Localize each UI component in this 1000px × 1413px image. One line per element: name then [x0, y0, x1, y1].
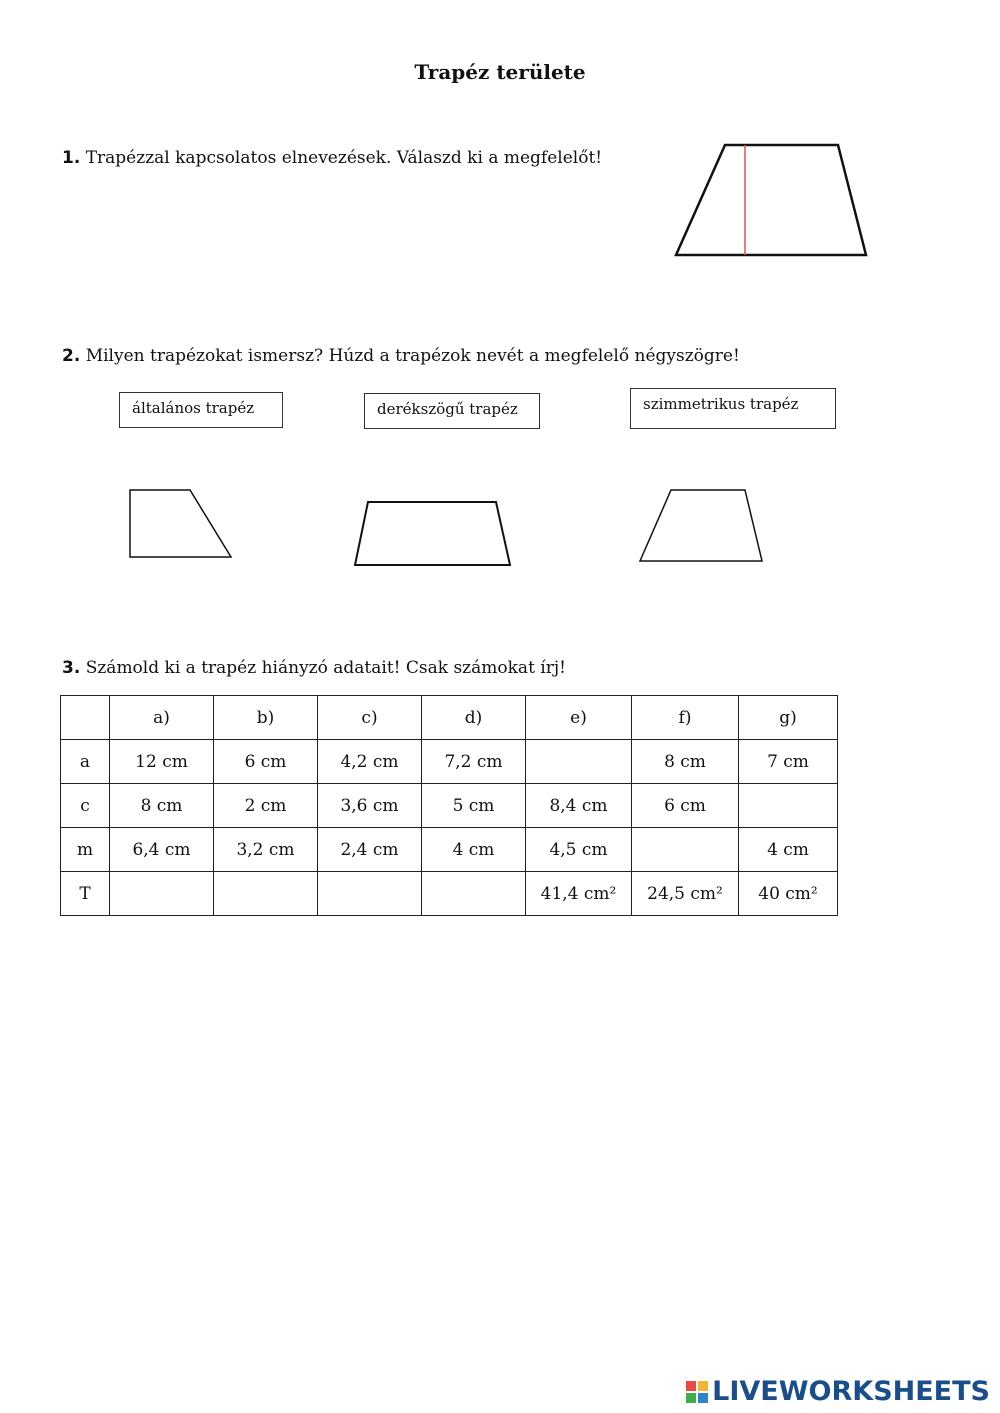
answer-cell[interactable] — [318, 872, 422, 916]
header-cell: c) — [318, 696, 422, 740]
task-2-instruction — [62, 346, 740, 366]
table-cell: 6 cm — [214, 740, 318, 784]
table-cell: 12 cm — [110, 740, 214, 784]
table-cell: 7 cm — [739, 740, 838, 784]
table-row — [61, 872, 838, 916]
table-cell: 4 cm — [739, 828, 838, 872]
table-cell: 3,2 cm — [214, 828, 318, 872]
task-1-text: Trapézzal kapcsolatos elnevezések. Válaszd ki a megfelelőt! — [85, 148, 603, 168]
trapezoid-data-table — [60, 695, 838, 916]
answer-cell[interactable] — [739, 784, 838, 828]
logo-square-icon — [686, 1393, 696, 1403]
row-label: a — [61, 740, 110, 784]
task-2-text: Milyen trapézokat ismersz? Húzd a trapézok nevét a megfelelő négyszögre! — [85, 346, 740, 366]
right-trapezoid-shape[interactable] — [128, 488, 238, 563]
trapezoid-height-diagram — [672, 140, 872, 260]
general-trapezoid-shape[interactable] — [637, 487, 767, 567]
answer-cell[interactable] — [526, 740, 632, 784]
header-cell: b) — [214, 696, 318, 740]
logo-square-icon — [698, 1381, 708, 1391]
task-2-number: 2. — [62, 346, 81, 366]
logo-square-icon — [698, 1393, 708, 1403]
row-label: c — [61, 784, 110, 828]
table-cell: 2,4 cm — [318, 828, 422, 872]
logo-grid-icon — [686, 1381, 708, 1403]
header-cell: f) — [632, 696, 739, 740]
liveworksheets-logo — [686, 1376, 990, 1407]
answer-cell[interactable] — [110, 872, 214, 916]
task-3-number: 3. — [62, 658, 81, 678]
task-1-number: 1. — [62, 148, 81, 168]
table-cell: 2 cm — [214, 784, 318, 828]
task-3-instruction — [62, 658, 566, 678]
task-3-text: Számold ki a trapéz hiányzó adatait! Csak számokat írj! — [85, 658, 566, 678]
answer-cell[interactable] — [422, 872, 526, 916]
logo-brand-text: LIVEWORKSHEETS — [712, 1376, 990, 1407]
table-row — [61, 828, 838, 872]
table-cell: 4,5 cm — [526, 828, 632, 872]
answer-cell[interactable] — [214, 872, 318, 916]
header-cell: d) — [422, 696, 526, 740]
table-cell: 6 cm — [632, 784, 739, 828]
isosceles-trapezoid-shape[interactable] — [352, 498, 517, 570]
table-cell: 24,5 cm² — [632, 872, 739, 916]
header-cell: a) — [110, 696, 214, 740]
row-label: m — [61, 828, 110, 872]
label-derekszogu-trapez[interactable]: derékszögű trapéz — [364, 393, 540, 429]
table-cell: 5 cm — [422, 784, 526, 828]
table-cell: 3,6 cm — [318, 784, 422, 828]
table-row — [61, 784, 838, 828]
table-cell: 8,4 cm — [526, 784, 632, 828]
table-cell: 4 cm — [422, 828, 526, 872]
header-cell: g) — [739, 696, 838, 740]
label-szimmetrikus-trapez[interactable]: szimmetrikus trapéz — [630, 388, 836, 429]
page-title: Trapéz területe — [414, 60, 586, 84]
table-header-row — [61, 696, 838, 740]
label-altalanos-trapez[interactable]: általános trapéz — [119, 392, 283, 428]
row-label: T — [61, 872, 110, 916]
task-1-instruction — [62, 148, 602, 168]
header-cell — [61, 696, 110, 740]
table-cell: 4,2 cm — [318, 740, 422, 784]
table-cell: 6,4 cm — [110, 828, 214, 872]
answer-cell[interactable] — [632, 828, 739, 872]
logo-square-icon — [686, 1381, 696, 1391]
table-row — [61, 740, 838, 784]
table-cell: 41,4 cm² — [526, 872, 632, 916]
table-cell: 7,2 cm — [422, 740, 526, 784]
table-cell: 40 cm² — [739, 872, 838, 916]
header-cell: e) — [526, 696, 632, 740]
table-cell: 8 cm — [110, 784, 214, 828]
table-cell: 8 cm — [632, 740, 739, 784]
